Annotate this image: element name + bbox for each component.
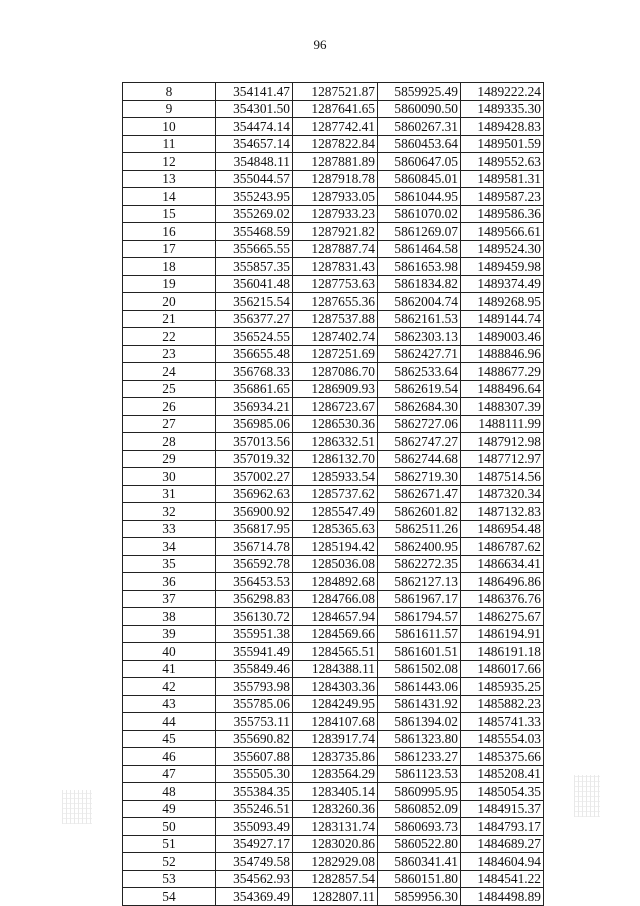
value-col-1-cell: 356041.48 <box>216 275 293 293</box>
table-row <box>123 783 544 801</box>
value-col-1-cell: 354562.93 <box>216 870 293 888</box>
point-number-cell: 54 <box>123 888 216 906</box>
value-col-4-cell: 1487514.56 <box>461 468 544 486</box>
value-col-2-cell: 1286132.70 <box>293 450 378 468</box>
table-row <box>123 573 544 591</box>
page-number: 96 <box>313 37 327 52</box>
value-col-1-cell: 355246.51 <box>216 800 293 818</box>
value-col-2-cell: 1283131.74 <box>293 818 378 836</box>
value-col-2-cell: 1283260.36 <box>293 800 378 818</box>
value-col-4-cell: 1484793.17 <box>461 818 544 836</box>
value-col-1-cell: 355951.38 <box>216 625 293 643</box>
value-col-1-cell: 356861.65 <box>216 380 293 398</box>
value-col-1-cell: 355857.35 <box>216 258 293 276</box>
point-number-cell: 42 <box>123 678 216 696</box>
point-number-cell: 20 <box>123 293 216 311</box>
value-col-1-cell: 355690.82 <box>216 730 293 748</box>
value-col-4-cell: 1486634.41 <box>461 555 544 573</box>
value-col-2-cell: 1283917.74 <box>293 730 378 748</box>
value-col-3-cell: 5862719.30 <box>378 468 461 486</box>
value-col-2-cell: 1287251.69 <box>293 345 378 363</box>
value-col-2-cell: 1287402.74 <box>293 328 378 346</box>
table-row <box>123 310 544 328</box>
value-col-2-cell: 1287933.05 <box>293 188 378 206</box>
value-col-2-cell: 1284657.94 <box>293 608 378 626</box>
table-row <box>123 678 544 696</box>
value-col-1-cell: 356768.33 <box>216 363 293 381</box>
table-row <box>123 748 544 766</box>
value-col-3-cell: 5861323.80 <box>378 730 461 748</box>
coordinates-table-body <box>123 83 544 906</box>
table-row <box>123 153 544 171</box>
point-number-cell: 40 <box>123 643 216 661</box>
value-col-1-cell: 354657.14 <box>216 135 293 153</box>
point-number-cell: 25 <box>123 380 216 398</box>
value-col-3-cell: 5860522.80 <box>378 835 461 853</box>
value-col-2-cell: 1287887.74 <box>293 240 378 258</box>
table-row <box>123 818 544 836</box>
value-col-4-cell: 1485208.41 <box>461 765 544 783</box>
value-col-3-cell: 5861464.58 <box>378 240 461 258</box>
point-number-cell: 28 <box>123 433 216 451</box>
value-col-2-cell: 1285194.42 <box>293 538 378 556</box>
table-row <box>123 293 544 311</box>
value-col-3-cell: 5861269.07 <box>378 223 461 241</box>
value-col-3-cell: 5861443.06 <box>378 678 461 696</box>
value-col-1-cell: 355269.02 <box>216 205 293 223</box>
point-number-cell: 22 <box>123 328 216 346</box>
value-col-4-cell: 1488307.39 <box>461 398 544 416</box>
value-col-4-cell: 1489566.61 <box>461 223 544 241</box>
value-col-2-cell: 1283020.86 <box>293 835 378 853</box>
table-row <box>123 135 544 153</box>
point-number-cell: 35 <box>123 555 216 573</box>
table-row <box>123 555 544 573</box>
point-number-cell: 8 <box>123 83 216 101</box>
value-col-2-cell: 1287918.78 <box>293 170 378 188</box>
point-number-cell: 27 <box>123 415 216 433</box>
table-row <box>123 870 544 888</box>
point-number-cell: 39 <box>123 625 216 643</box>
value-col-4-cell: 1486376.76 <box>461 590 544 608</box>
value-col-3-cell: 5862303.13 <box>378 328 461 346</box>
value-col-4-cell: 1485054.35 <box>461 783 544 801</box>
value-col-4-cell: 1484498.89 <box>461 888 544 906</box>
value-col-3-cell: 5861044.95 <box>378 188 461 206</box>
value-col-2-cell: 1284569.66 <box>293 625 378 643</box>
table-row <box>123 118 544 136</box>
value-col-3-cell: 5860090.50 <box>378 100 461 118</box>
value-col-1-cell: 355468.59 <box>216 223 293 241</box>
value-col-2-cell: 1284303.36 <box>293 678 378 696</box>
value-col-4-cell: 1485935.25 <box>461 678 544 696</box>
value-col-4-cell: 1486954.48 <box>461 520 544 538</box>
table-row <box>123 835 544 853</box>
point-number-cell: 45 <box>123 730 216 748</box>
value-col-1-cell: 355384.35 <box>216 783 293 801</box>
value-col-1-cell: 354749.58 <box>216 853 293 871</box>
value-col-3-cell: 5860852.09 <box>378 800 461 818</box>
value-col-4-cell: 1489552.63 <box>461 153 544 171</box>
table-row <box>123 83 544 101</box>
value-col-3-cell: 5862601.82 <box>378 503 461 521</box>
value-col-4-cell: 1489222.24 <box>461 83 544 101</box>
value-col-1-cell: 355753.11 <box>216 713 293 731</box>
value-col-1-cell: 356377.27 <box>216 310 293 328</box>
point-number-cell: 9 <box>123 100 216 118</box>
value-col-1-cell: 357019.32 <box>216 450 293 468</box>
value-col-3-cell: 5862511.26 <box>378 520 461 538</box>
value-col-4-cell: 1488677.29 <box>461 363 544 381</box>
value-col-4-cell: 1489268.95 <box>461 293 544 311</box>
value-col-3-cell: 5862744.68 <box>378 450 461 468</box>
point-number-cell: 46 <box>123 748 216 766</box>
value-col-2-cell: 1282857.54 <box>293 870 378 888</box>
table-row <box>123 223 544 241</box>
value-col-1-cell: 354848.11 <box>216 153 293 171</box>
point-number-cell: 36 <box>123 573 216 591</box>
table-row <box>123 660 544 678</box>
value-col-4-cell: 1485741.33 <box>461 713 544 731</box>
value-col-3-cell: 5862427.71 <box>378 345 461 363</box>
value-col-1-cell: 355665.55 <box>216 240 293 258</box>
value-col-1-cell: 356592.78 <box>216 555 293 573</box>
point-number-cell: 53 <box>123 870 216 888</box>
table-row <box>123 520 544 538</box>
value-col-4-cell: 1489459.98 <box>461 258 544 276</box>
value-col-2-cell: 1285547.49 <box>293 503 378 521</box>
value-col-3-cell: 5860267.31 <box>378 118 461 136</box>
value-col-3-cell: 5861431.92 <box>378 695 461 713</box>
value-col-2-cell: 1283405.14 <box>293 783 378 801</box>
value-col-3-cell: 5862533.64 <box>378 363 461 381</box>
value-col-3-cell: 5862727.06 <box>378 415 461 433</box>
scan-artifact-left <box>62 790 92 824</box>
value-col-3-cell: 5860693.73 <box>378 818 461 836</box>
value-col-3-cell: 5862272.35 <box>378 555 461 573</box>
value-col-2-cell: 1286909.93 <box>293 380 378 398</box>
value-col-4-cell: 1489428.83 <box>461 118 544 136</box>
value-col-3-cell: 5861967.17 <box>378 590 461 608</box>
point-number-cell: 43 <box>123 695 216 713</box>
value-col-1-cell: 356900.92 <box>216 503 293 521</box>
value-col-1-cell: 355785.06 <box>216 695 293 713</box>
value-col-4-cell: 1489144.74 <box>461 310 544 328</box>
value-col-4-cell: 1485882.23 <box>461 695 544 713</box>
table-row <box>123 695 544 713</box>
value-col-2-cell: 1284766.08 <box>293 590 378 608</box>
point-number-cell: 31 <box>123 485 216 503</box>
point-number-cell: 44 <box>123 713 216 731</box>
table-row <box>123 258 544 276</box>
value-col-3-cell: 5862684.30 <box>378 398 461 416</box>
value-col-3-cell: 5861123.53 <box>378 765 461 783</box>
value-col-4-cell: 1485554.03 <box>461 730 544 748</box>
table-row <box>123 625 544 643</box>
table-row <box>123 450 544 468</box>
value-col-1-cell: 354141.47 <box>216 83 293 101</box>
value-col-2-cell: 1287537.88 <box>293 310 378 328</box>
point-number-cell: 32 <box>123 503 216 521</box>
point-number-cell: 10 <box>123 118 216 136</box>
point-number-cell: 12 <box>123 153 216 171</box>
table-row <box>123 415 544 433</box>
value-col-1-cell: 356298.83 <box>216 590 293 608</box>
value-col-1-cell: 355093.49 <box>216 818 293 836</box>
value-col-2-cell: 1284892.68 <box>293 573 378 591</box>
value-col-3-cell: 5860151.80 <box>378 870 461 888</box>
value-col-2-cell: 1282807.11 <box>293 888 378 906</box>
value-col-1-cell: 356985.06 <box>216 415 293 433</box>
value-col-2-cell: 1285365.63 <box>293 520 378 538</box>
value-col-1-cell: 355607.88 <box>216 748 293 766</box>
value-col-1-cell: 356215.54 <box>216 293 293 311</box>
table-row <box>123 240 544 258</box>
value-col-4-cell: 1489581.31 <box>461 170 544 188</box>
value-col-1-cell: 356962.63 <box>216 485 293 503</box>
point-number-cell: 17 <box>123 240 216 258</box>
point-number-cell: 30 <box>123 468 216 486</box>
value-col-4-cell: 1487712.97 <box>461 450 544 468</box>
table-row <box>123 398 544 416</box>
value-col-2-cell: 1284388.11 <box>293 660 378 678</box>
value-col-2-cell: 1287933.23 <box>293 205 378 223</box>
value-col-2-cell: 1287822.84 <box>293 135 378 153</box>
point-number-cell: 14 <box>123 188 216 206</box>
value-col-3-cell: 5862671.47 <box>378 485 461 503</box>
table-row <box>123 205 544 223</box>
table-row <box>123 170 544 188</box>
point-number-cell: 50 <box>123 818 216 836</box>
table-row <box>123 363 544 381</box>
value-col-4-cell: 1484604.94 <box>461 853 544 871</box>
value-col-3-cell: 5862161.53 <box>378 310 461 328</box>
value-col-2-cell: 1287881.89 <box>293 153 378 171</box>
value-col-4-cell: 1489524.30 <box>461 240 544 258</box>
value-col-4-cell: 1487132.83 <box>461 503 544 521</box>
value-col-4-cell: 1489501.59 <box>461 135 544 153</box>
point-number-cell: 41 <box>123 660 216 678</box>
value-col-1-cell: 356453.53 <box>216 573 293 591</box>
value-col-1-cell: 357002.27 <box>216 468 293 486</box>
value-col-3-cell: 5862400.95 <box>378 538 461 556</box>
point-number-cell: 52 <box>123 853 216 871</box>
point-number-cell: 38 <box>123 608 216 626</box>
value-col-1-cell: 356130.72 <box>216 608 293 626</box>
table-row <box>123 275 544 293</box>
value-col-4-cell: 1488111.99 <box>461 415 544 433</box>
value-col-1-cell: 356817.95 <box>216 520 293 538</box>
value-col-4-cell: 1489374.49 <box>461 275 544 293</box>
point-number-cell: 37 <box>123 590 216 608</box>
value-col-2-cell: 1283564.29 <box>293 765 378 783</box>
table-row <box>123 765 544 783</box>
value-col-1-cell: 355044.57 <box>216 170 293 188</box>
value-col-2-cell: 1284565.51 <box>293 643 378 661</box>
table-row <box>123 433 544 451</box>
value-col-4-cell: 1488496.64 <box>461 380 544 398</box>
table-row <box>123 730 544 748</box>
table-row <box>123 100 544 118</box>
value-col-3-cell: 5862619.54 <box>378 380 461 398</box>
point-number-cell: 34 <box>123 538 216 556</box>
scan-artifact-right <box>574 775 600 817</box>
value-col-4-cell: 1485375.66 <box>461 748 544 766</box>
value-col-1-cell: 354301.50 <box>216 100 293 118</box>
value-col-4-cell: 1489586.36 <box>461 205 544 223</box>
value-col-2-cell: 1287655.36 <box>293 293 378 311</box>
value-col-3-cell: 5860341.41 <box>378 853 461 871</box>
value-col-4-cell: 1489335.30 <box>461 100 544 118</box>
value-col-1-cell: 354927.17 <box>216 835 293 853</box>
value-col-2-cell: 1285737.62 <box>293 485 378 503</box>
value-col-3-cell: 5862747.27 <box>378 433 461 451</box>
point-number-cell: 47 <box>123 765 216 783</box>
value-col-2-cell: 1287753.63 <box>293 275 378 293</box>
value-col-3-cell: 5860647.05 <box>378 153 461 171</box>
value-col-1-cell: 354474.14 <box>216 118 293 136</box>
value-col-4-cell: 1484541.22 <box>461 870 544 888</box>
value-col-1-cell: 356934.21 <box>216 398 293 416</box>
value-col-3-cell: 5859925.49 <box>378 83 461 101</box>
value-col-3-cell: 5860995.95 <box>378 783 461 801</box>
table-row <box>123 503 544 521</box>
value-col-3-cell: 5861070.02 <box>378 205 461 223</box>
value-col-4-cell: 1486191.18 <box>461 643 544 661</box>
value-col-1-cell: 357013.56 <box>216 433 293 451</box>
value-col-2-cell: 1287086.70 <box>293 363 378 381</box>
value-col-4-cell: 1486017.66 <box>461 660 544 678</box>
point-number-cell: 21 <box>123 310 216 328</box>
table-row <box>123 713 544 731</box>
value-col-2-cell: 1282929.08 <box>293 853 378 871</box>
value-col-3-cell: 5860453.64 <box>378 135 461 153</box>
table-row <box>123 468 544 486</box>
value-col-1-cell: 355505.30 <box>216 765 293 783</box>
value-col-4-cell: 1484915.37 <box>461 800 544 818</box>
value-col-3-cell: 5861233.27 <box>378 748 461 766</box>
value-col-4-cell: 1486275.67 <box>461 608 544 626</box>
value-col-2-cell: 1287831.43 <box>293 258 378 276</box>
value-col-4-cell: 1486787.62 <box>461 538 544 556</box>
point-number-cell: 23 <box>123 345 216 363</box>
value-col-2-cell: 1284249.95 <box>293 695 378 713</box>
value-col-3-cell: 5861653.98 <box>378 258 461 276</box>
value-col-2-cell: 1286530.36 <box>293 415 378 433</box>
value-col-3-cell: 5861502.08 <box>378 660 461 678</box>
table-row <box>123 188 544 206</box>
value-col-4-cell: 1489587.23 <box>461 188 544 206</box>
value-col-2-cell: 1287921.82 <box>293 223 378 241</box>
point-number-cell: 29 <box>123 450 216 468</box>
point-number-cell: 33 <box>123 520 216 538</box>
value-col-4-cell: 1486194.91 <box>461 625 544 643</box>
value-col-3-cell: 5860845.01 <box>378 170 461 188</box>
table-row <box>123 485 544 503</box>
value-col-3-cell: 5861611.57 <box>378 625 461 643</box>
point-number-cell: 11 <box>123 135 216 153</box>
point-number-cell: 48 <box>123 783 216 801</box>
point-number-cell: 19 <box>123 275 216 293</box>
table-row <box>123 328 544 346</box>
value-col-2-cell: 1285036.08 <box>293 555 378 573</box>
table-row <box>123 380 544 398</box>
value-col-3-cell: 5861834.82 <box>378 275 461 293</box>
table-row <box>123 888 544 906</box>
value-col-2-cell: 1286723.67 <box>293 398 378 416</box>
value-col-3-cell: 5862127.13 <box>378 573 461 591</box>
value-col-2-cell: 1284107.68 <box>293 713 378 731</box>
value-col-2-cell: 1287641.65 <box>293 100 378 118</box>
value-col-3-cell: 5862004.74 <box>378 293 461 311</box>
point-number-cell: 49 <box>123 800 216 818</box>
value-col-3-cell: 5861794.57 <box>378 608 461 626</box>
value-col-2-cell: 1287521.87 <box>293 83 378 101</box>
point-number-cell: 18 <box>123 258 216 276</box>
table-row <box>123 345 544 363</box>
table-row <box>123 538 544 556</box>
value-col-1-cell: 355941.49 <box>216 643 293 661</box>
value-col-3-cell: 5859956.30 <box>378 888 461 906</box>
table-row <box>123 590 544 608</box>
table-row <box>123 800 544 818</box>
point-number-cell: 15 <box>123 205 216 223</box>
value-col-4-cell: 1486496.86 <box>461 573 544 591</box>
point-number-cell: 13 <box>123 170 216 188</box>
value-col-1-cell: 356524.55 <box>216 328 293 346</box>
value-col-4-cell: 1489003.46 <box>461 328 544 346</box>
value-col-1-cell: 356714.78 <box>216 538 293 556</box>
point-number-cell: 26 <box>123 398 216 416</box>
point-number-cell: 24 <box>123 363 216 381</box>
value-col-1-cell: 355793.98 <box>216 678 293 696</box>
value-col-1-cell: 356655.48 <box>216 345 293 363</box>
value-col-1-cell: 354369.49 <box>216 888 293 906</box>
value-col-4-cell: 1484689.27 <box>461 835 544 853</box>
value-col-1-cell: 355243.95 <box>216 188 293 206</box>
value-col-4-cell: 1487320.34 <box>461 485 544 503</box>
value-col-4-cell: 1488846.96 <box>461 345 544 363</box>
value-col-2-cell: 1285933.54 <box>293 468 378 486</box>
point-number-cell: 16 <box>123 223 216 241</box>
value-col-2-cell: 1286332.51 <box>293 433 378 451</box>
coordinates-table <box>122 82 544 906</box>
value-col-3-cell: 5861394.02 <box>378 713 461 731</box>
table-row <box>123 643 544 661</box>
point-number-cell: 51 <box>123 835 216 853</box>
value-col-2-cell: 1287742.41 <box>293 118 378 136</box>
table-row <box>123 853 544 871</box>
value-col-2-cell: 1283735.86 <box>293 748 378 766</box>
table-row <box>123 608 544 626</box>
value-col-3-cell: 5861601.51 <box>378 643 461 661</box>
value-col-4-cell: 1487912.98 <box>461 433 544 451</box>
value-col-1-cell: 355849.46 <box>216 660 293 678</box>
